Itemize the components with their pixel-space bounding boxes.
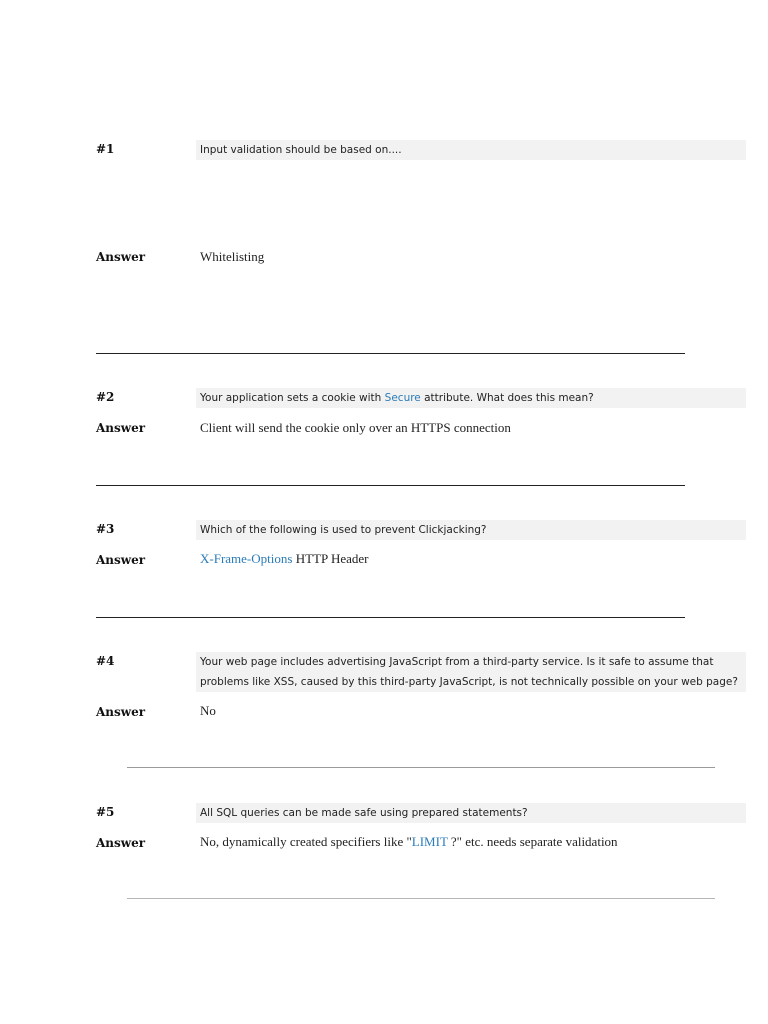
answer-label: Answer	[96, 836, 146, 850]
question-text: Input validation should be based on....	[196, 140, 746, 160]
question-line: problems like XSS, caused by this third-party JavaScript, is not technically possible on your web page?	[200, 676, 738, 688]
question-text-part: Your application sets a cookie with	[200, 392, 385, 404]
question-line: Your web page includes advertising JavaScript from a third-party service. Is it safe to assume that	[200, 656, 714, 668]
answer-text: Client will send the cookie only over an HTTPS connection	[200, 420, 511, 435]
divider	[127, 767, 715, 768]
question-text	[196, 388, 746, 408]
answer-label: Answer	[96, 705, 146, 719]
question-number: #2	[96, 390, 115, 404]
answer-text: No	[200, 703, 216, 718]
answer-text	[200, 834, 618, 850]
answer-highlight: LIMIT	[411, 834, 448, 849]
question-number: #4	[96, 654, 115, 668]
divider	[96, 617, 685, 618]
answer-label: Answer	[96, 250, 146, 264]
answer-highlight: X-Frame-Options	[200, 551, 293, 566]
question-number: #3	[96, 522, 115, 536]
answer-label: Answer	[96, 553, 146, 567]
question-text: All SQL queries can be made safe using prepared statements?	[196, 803, 746, 823]
question-text: Which of the following is used to prevent Clickjacking?	[196, 520, 746, 540]
question-number: #1	[96, 142, 115, 156]
answer-label: Answer	[96, 421, 146, 435]
answer-text: Whitelisting	[200, 249, 265, 264]
divider	[127, 898, 715, 899]
answer-text	[200, 551, 368, 567]
answer-text-part: ?" etc. needs separate validation	[447, 834, 618, 849]
divider	[96, 485, 685, 486]
question-highlight: Secure	[384, 392, 421, 404]
divider	[96, 353, 685, 354]
question-text	[196, 652, 746, 692]
question-text-part: attribute. What does this mean?	[420, 392, 594, 404]
answer-text-part: HTTP Header	[292, 551, 369, 566]
question-number: #5	[96, 805, 115, 819]
answer-text-part: No, dynamically created specifiers like "	[200, 834, 412, 849]
